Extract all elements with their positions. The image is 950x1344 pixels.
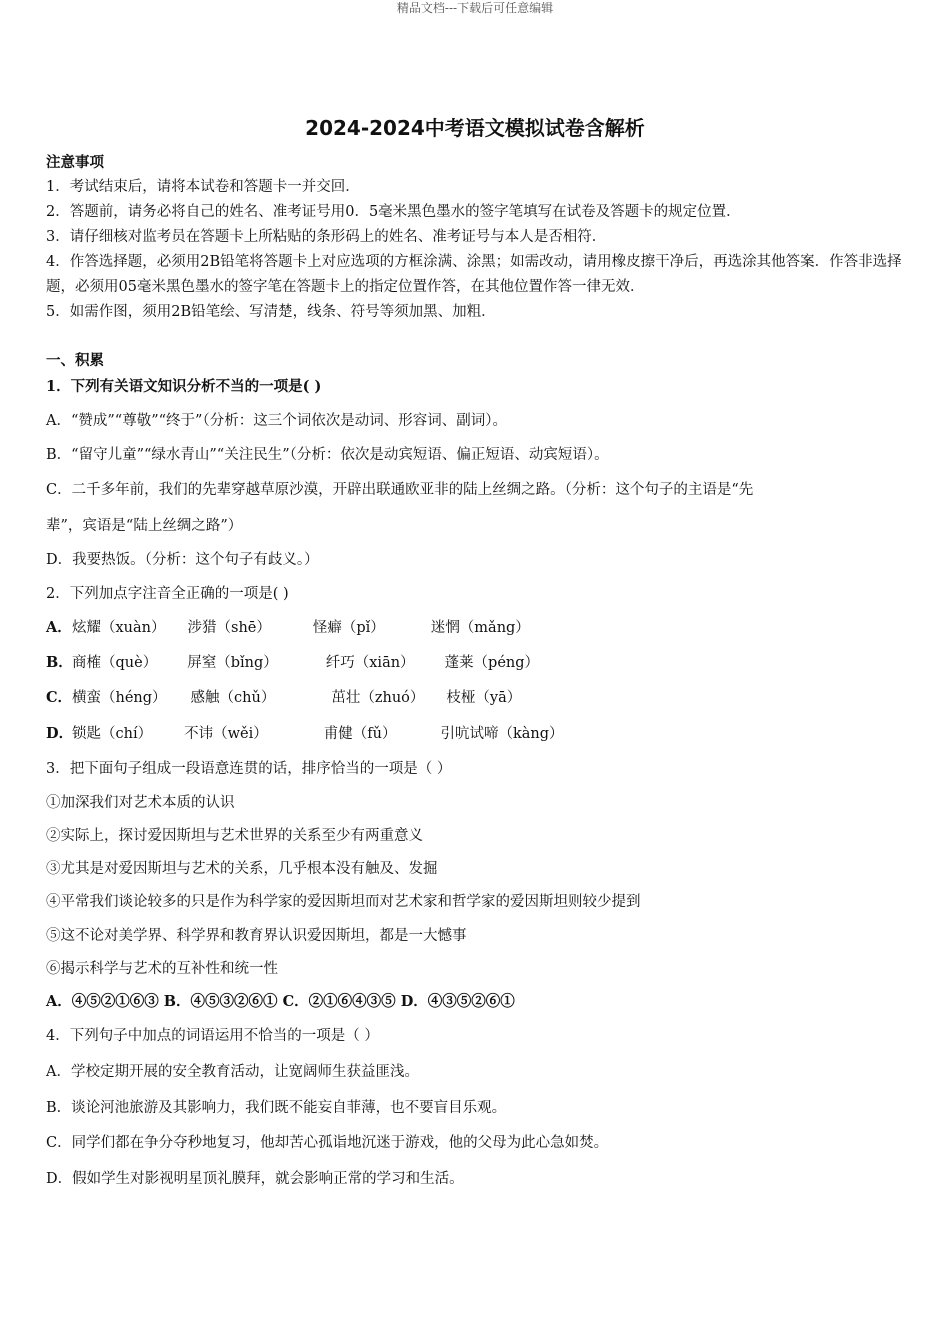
pinyin-item: 蓬莱（péng） (444, 655, 540, 671)
q2-option-a (46, 616, 530, 637)
q2-option-b (46, 651, 539, 672)
q1-option-b: B．“留守儿童”“绿水青山”“关注民生”（分析：依次是动宾短语、偏正短语、动宾短语）。 (46, 447, 609, 463)
notice-heading: 注意事项 (46, 154, 104, 171)
pinyin-item: 纤巧（xiān） (325, 655, 415, 671)
q1-option-c: C．二千多年前，我们的先辈穿越草原沙漠，开辟出联通欧亚非的陆上丝绸之路。（分析：这个句子的主语是“先 (46, 482, 754, 498)
pinyin-item: 锁匙（chí） (72, 726, 153, 742)
notice-item: 5．如需作图，须用2B铅笔绘、写清楚，线条、符号等须加黑、加粗． (46, 304, 496, 320)
q4-option-d: D．假如学生对影视明星顶礼膜拜，就会影响正常的学习和生活。 (46, 1171, 464, 1187)
pinyin-item: 枝桠（yā） (446, 690, 522, 706)
q1-option-c-continued: 辈”，宾语是“陆上丝绸之路”） (46, 518, 243, 534)
q3-sentence: ②实际上，探讨爱因斯坦与艺术世界的关系至少有两重意义 (46, 828, 423, 844)
q3-sentence: ⑤这不论对美学界、科学界和教育界认识爱因斯坦，都是一大憾事 (46, 928, 467, 944)
option-label: A． (46, 619, 72, 636)
pinyin-item: 引吭试啼（kàng） (440, 726, 564, 742)
q3-sentence: ⑥揭示科学与艺术的互补性和统一性 (46, 961, 278, 977)
notice-item: 1．考试结束后，请将本试卷和答题卡一并交回． (46, 179, 360, 195)
q1-stem: 1．下列有关语文知识分析不当的一项是( ) (46, 378, 322, 395)
q1-option-d: D．我要热饭。（分析：这个句子有歧义。） (46, 552, 319, 568)
pinyin-item: 不讳（wěi） (184, 726, 268, 742)
q3-sentence: ①加深我们对艺术本质的认识 (46, 795, 235, 811)
q2-option-d (46, 722, 564, 743)
pinyin-item: 茁壮（zhuó） (331, 690, 425, 706)
document-title: 2024-2024中考语文模拟试卷含解析 (305, 116, 645, 140)
notice-item: 3．请仔细核对监考员在答题卡上所粘贴的条形码上的姓名、准考证号与本人是否相符． (46, 229, 607, 245)
q4-stem: 4．下列句子中加点的词语运用不恰当的一项是（ ） (46, 1028, 379, 1044)
q4-option-a: A．学校定期开展的安全教育活动，让宽阔师生获益匪浅。 (46, 1064, 419, 1080)
pinyin-item: 屏窒（bǐng） (187, 655, 278, 671)
q2-option-c (46, 686, 521, 707)
pinyin-item: 甫健（fǔ） (323, 726, 397, 742)
q3-answer-options: A．④⑤②①⑥③ B．④⑤③②⑥① C．②①⑥④③⑤ D．④③⑤②⑥① (46, 993, 515, 1010)
option-label: B． (46, 654, 73, 671)
pinyin-item: 炫耀（xuàn） (72, 620, 166, 636)
pinyin-item: 迷惘（mǎng） (430, 620, 530, 636)
q4-option-c: C．同学们都在争分夺秒地复习，他却苦心孤诣地沉迷于游戏，他的父母为此心急如焚。 (46, 1135, 609, 1151)
header-watermark: 精品文档---下载后可任意编辑 (396, 1, 554, 15)
section-heading: 一、积累 (46, 352, 104, 369)
pinyin-item: 横蛮（héng） (72, 690, 167, 706)
q2-stem: 2．下列加点字注音全正确的一项是( ) (46, 586, 289, 602)
option-label: C． (46, 689, 73, 706)
pinyin-item: 怪癖（pǐ） (312, 620, 385, 636)
q4-option-b: B．谈论河池旅游及其影响力，我们既不能妄自菲薄，也不要盲目乐观。 (46, 1100, 507, 1116)
notice-item: 2．答题前，请务必将自己的姓名、准考证号用0．5毫米黑色墨水的签字笔填写在试卷及答题卡的规定位置． (46, 204, 741, 220)
q3-sentence: ④平常我们谈论较多的只是作为科学家的爱因斯坦而对艺术家和哲学家的爱因斯坦则较少提到 (46, 894, 641, 910)
pinyin-item: 商榷（què） (72, 655, 158, 671)
notice-item: 4．作答选择题，必须用2B铅笔将答题卡上对应选项的方框涂满、涂黑；如需改动，请用橡皮擦干净后，再选涂其他答案．作答非选择题，必须用05毫米黑色墨水的签字笔在答题卡上的指定位置作答，在其他位置作答一律无效． (46, 254, 902, 295)
q1-option-a: A．“赞成”“尊敬”“终于”（分析：这三个词依次是动词、形容词、副词）。 (46, 413, 507, 429)
option-label: D． (46, 725, 74, 742)
q3-sentence: ③尤其是对爱因斯坦与艺术的关系，几乎根本没有触及、发掘 (46, 861, 438, 877)
notice-block (46, 150, 906, 325)
pinyin-item: 涉猎（shē） (187, 620, 271, 636)
q3-stem: 3．把下面句子组成一段语意连贯的话，排序恰当的一项是（ ） (46, 761, 452, 777)
pinyin-item: 感触（chǔ） (190, 690, 276, 706)
